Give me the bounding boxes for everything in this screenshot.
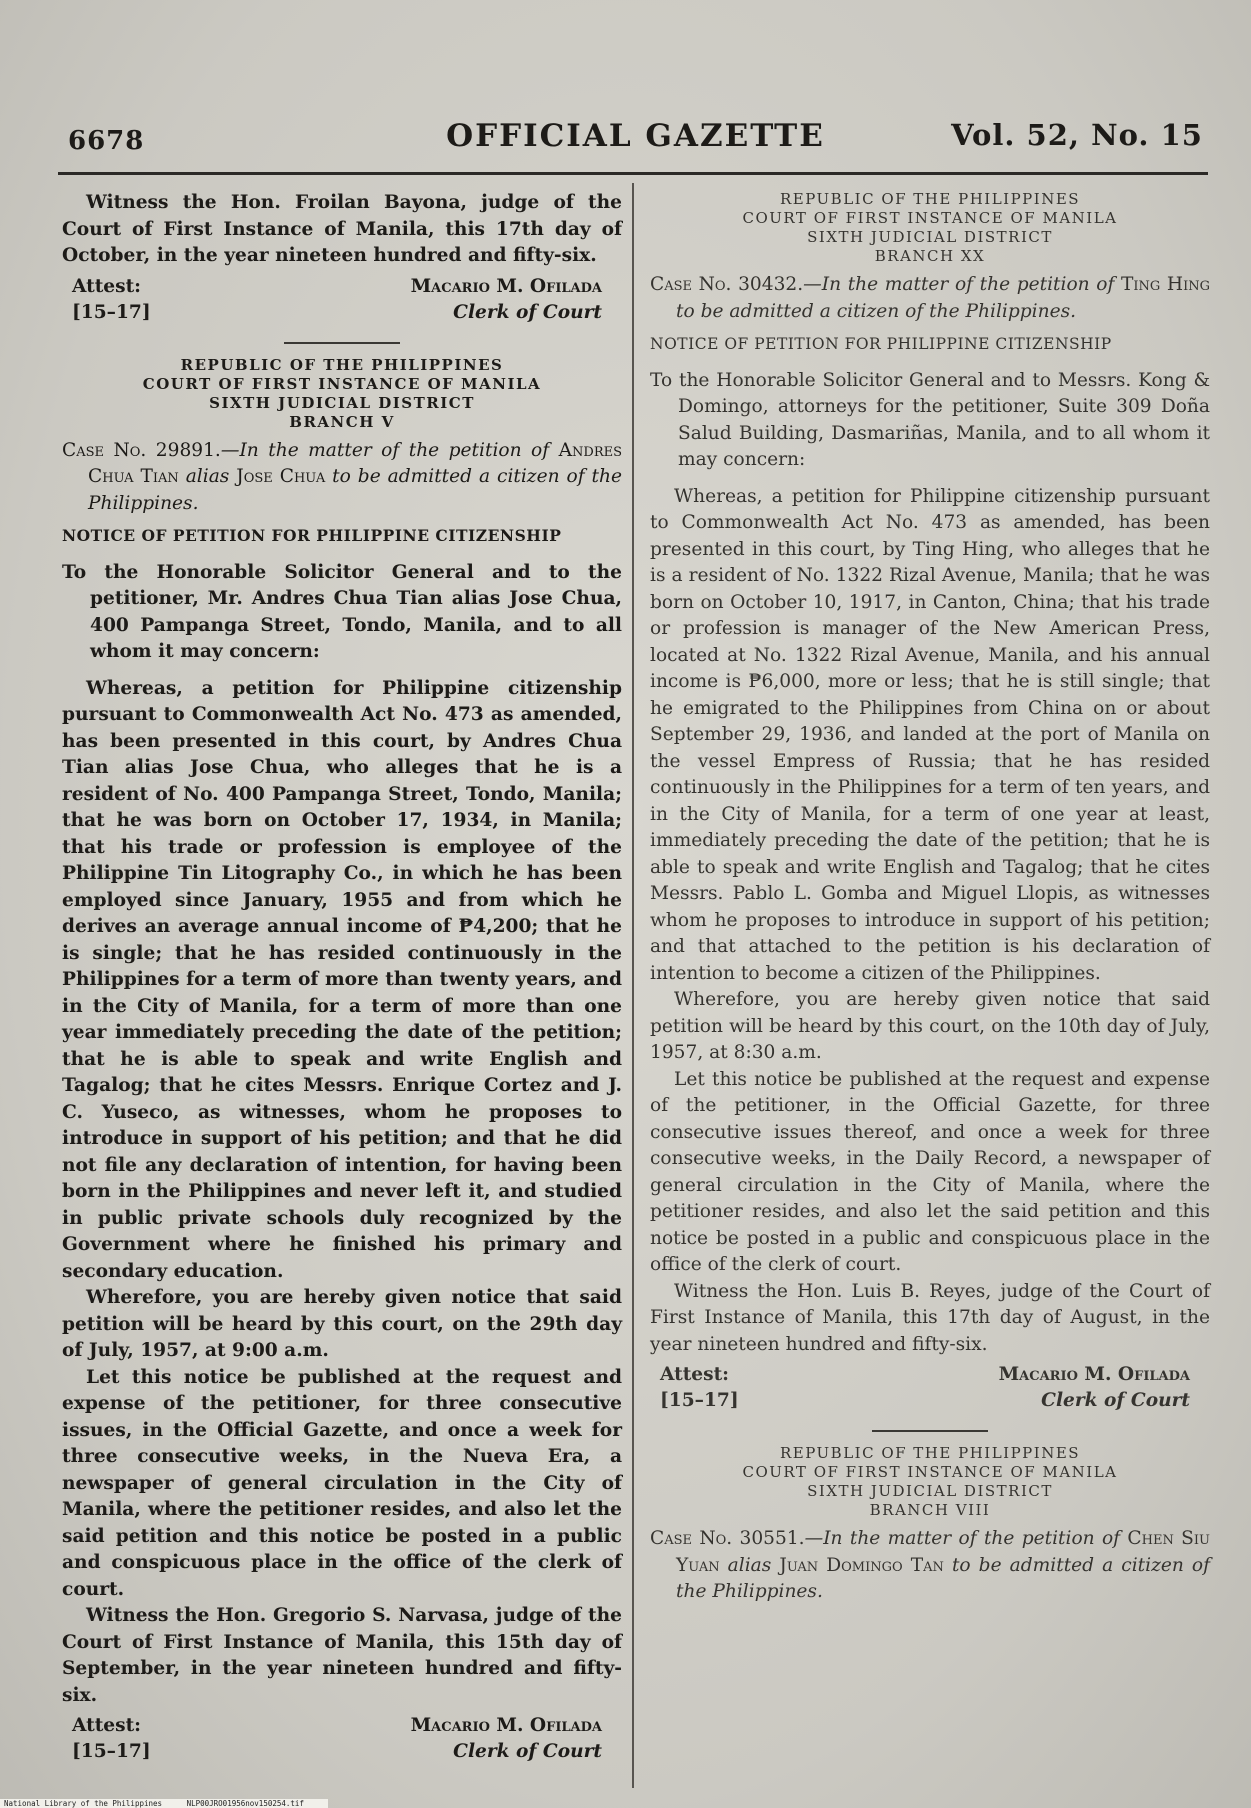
volume-number: Vol. 52, No. 15: [951, 118, 1203, 152]
address-paragraph: To the Honorable Solicitor General and to the petitioner, Mr. Andres Chua Tian alias Jose Chua, 400 Pampanga Street, Tondo, Manila, and to all whom it may concern:: [62, 561, 622, 662]
address-paragraph: To the Honorable Solicitor General and to Messrs. Kong & Domingo, attorneys for the petitioner, Suite 309 Doña Salud Building, Dasmariñas, Manila, and to all whom it may concern:: [650, 369, 1210, 470]
page-header: [68, 118, 1203, 162]
attest-block: [62, 1713, 622, 1769]
section-divider: [284, 342, 400, 344]
whereas-paragraph: Whereas, a petition for Philippine citizenship pursuant to Commonwealth Act No. 473 as amended, has been presented in this court, by Andres Chua Tian alias Jose Chua, who alleges that he is a resident of No. 400 Pampanga Street, Tondo, Manila; that he was born on October 17, 1934, in Manila; that his trade or profession is employee of the Philippine Tin Litography Co., in which he has been employed since January, 1955 and from which he derives an average annual income of ₱4,200; that he is single; that he has resided continuously in the Philippines for a term of more than twenty years, and in the City of Manila, for a term of more than one year immediately preceding the date of the petition; that he is able to speak and write English and Tagalog; that he cites Messrs. Enrique Cortez and J. C. Yuseco, as witnesses, whom he proposes to introduce in support of his petition; and that he did not file any declaration of intention, for having been born in the Philippines and never left it, and studied in public private schools duly recognized by the Government where he finished his primary and secondary education.: [62, 677, 622, 1282]
page-number: 6678: [68, 126, 145, 156]
wherefore-paragraph: Wherefore, you are hereby given notice that said petition will be heard by this court, on the 10th day of July, 1957, at 8:30 a.m.: [650, 989, 1210, 1063]
attest-block: [62, 274, 622, 330]
petitioner-name: Chen Siu Yuan: [676, 1528, 1211, 1576]
left-column: [62, 190, 622, 1769]
clerk-title: Clerk of Court: [453, 1741, 602, 1762]
case-number: Case No. 30551.: [650, 1528, 805, 1549]
petitioner-name: Ting Hing: [1120, 274, 1210, 295]
court-header-line: BRANCH VIII: [869, 1501, 991, 1519]
court-header-line: REPUBLIC OF THE PHILIPPINES: [779, 190, 1081, 208]
attest-label: Attest:: [72, 1715, 142, 1736]
clerk-title: Clerk of Court: [453, 301, 602, 323]
court-header-line: COURT OF FIRST INSTANCE OF MANILA: [142, 374, 542, 393]
clerk-name: Macario M. Ofilada: [410, 1715, 602, 1736]
court-header-line: SIXTH JUDICIAL DISTRICT: [807, 228, 1053, 246]
court-header-line: COURT OF FIRST INSTANCE OF MANILA: [742, 209, 1118, 227]
attest-label: Attest:: [72, 275, 142, 297]
court-header-line: REPUBLIC OF THE PHILIPPINES: [779, 1444, 1081, 1462]
publish-paragraph: Let this notice be published at the request and expense of the petitioner, for three consecutive issues, in the Official Gazette, and once a week for three consecutive weeks, in the Nueva Era, a newspaper of general circulation in the City of Manila, where the petitioner resides, and also let the said petition and this notice be posted in a public and conspicuous place in the office of the clerk of court.: [62, 1366, 622, 1600]
scan-footer: [0, 1799, 328, 1808]
right-column: [650, 190, 1210, 1612]
case-heading: Case No. 29891.—In the matter of the petition of Andres Chua Tian alias Jose Chua to be admitted a citizen of the Philippines.: [62, 439, 623, 514]
publish-paragraph: Let this notice be published at the request and expense of the petitioner, in the Official Gazette, for three consecutive issues thereof, and once a week for three consecutive weeks, in the Daily Record, a newspaper of general circulation in the City of Manila, where the petitioner resides, and also let the said petition and this notice be posted in a public and conspicuous place in the office of the clerk of court.: [650, 1068, 1210, 1275]
case-number: Case No. 29891.: [62, 439, 221, 461]
court-header-line: SIXTH JUDICIAL DISTRICT: [209, 393, 475, 412]
witness-paragraph-top: Witness the Hon. Froilan Bayona, judge of the Court of First Instance of Manila, this 17th day of October, in the year nineteen hundred and fifty-six.: [62, 192, 622, 266]
court-header-line: SIXTH JUDICIAL DISTRICT: [807, 1482, 1053, 1500]
court-header-line: BRANCH V: [289, 412, 395, 431]
attest-ref: [15–17]: [660, 1390, 739, 1411]
notice-title: NOTICE OF PETITION FOR PHILIPPINE CITIZENSHIP: [650, 335, 1112, 353]
notice-title: NOTICE OF PETITION FOR PHILIPPINE CITIZENSHIP: [62, 526, 562, 545]
file-label: NLP00JRO01956nov150254.tif: [186, 1799, 304, 1808]
attest-ref: [15–17]: [72, 1741, 151, 1762]
court-header-line: COURT OF FIRST INSTANCE OF MANILA: [742, 1463, 1118, 1481]
header-rule: [58, 172, 1208, 175]
column-divider: [632, 183, 634, 1788]
library-label: National Library of the Philippines: [4, 1799, 163, 1808]
clerk-name: Macario M. Ofilada: [410, 275, 602, 297]
attest-block: [650, 1362, 1210, 1418]
case-heading: Case No. 30432.—In the matter of the petition of Ting Hing to be admitted a citizen of the Philippines.: [650, 274, 1210, 322]
petitioner-name: Andres Chua Tian: [88, 439, 623, 487]
case-number: Case No. 30432.: [650, 274, 804, 295]
clerk-title: Clerk of Court: [1041, 1390, 1190, 1411]
clerk-name: Macario M. Ofilada: [998, 1364, 1190, 1385]
attest-label: Attest:: [660, 1364, 730, 1385]
court-header-line: REPUBLIC OF THE PHILIPPINES: [180, 355, 504, 374]
publication-title: OFFICIAL GAZETTE: [446, 118, 825, 154]
witness-paragraph: Witness the Hon. Gregorio S. Narvasa, judge of the Court of First Instance of Manila, this 15th day of September, in the year nineteen hundred and fifty-six.: [62, 1605, 622, 1706]
section-divider: [872, 1430, 988, 1432]
wherefore-paragraph: Wherefore, you are hereby given notice that said petition will be heard by this court, on the 29th day of July, 1957, at 9:00 a.m.: [62, 1287, 622, 1361]
petitioner-alias: Jose Chua: [236, 466, 326, 487]
whereas-paragraph: Whereas, a petition for Philippine citizenship pursuant to Commonwealth Act No. 473 as amended, has been presented in this court, by Ting Hing, who alleges that he is a resident of No. 1322 Rizal Avenue, Manila; that he was born on October 10, 1917, in Canton, China; that his trade or profession is manager of the New American Press, located at No. 1322 Rizal Avenue, Manila, and his annual income is ₱6,000, more or less; that he is still single; that he emigrated to the Philippines from China on or about September 29, 1936, and landed at the port of Manila on the vessel Empress of Russia; that he has resided continuously in the Philippines for a term of ten years, and in the City of Manila, for a term of one year at least, immediately preceding the date of the petition; that he is able to speak and write English and Tagalog; that he cites Messrs. Pablo L. Gomba and Miguel Llopis, as witnesses whom he proposes to introduce in support of his petition; and that attached to the petition is his declaration of intention to become a citizen of the Philippines.: [650, 485, 1210, 984]
witness-paragraph: Witness the Hon. Luis B. Reyes, judge of the Court of First Instance of Manila, this 17th day of August, in the year nineteen hundred and fifty-six.: [650, 1280, 1210, 1355]
court-header-line: BRANCH XX: [874, 247, 986, 265]
attest-ref: [15–17]: [72, 301, 151, 323]
case-heading: Case No. 30551.—In the matter of the petition of Chen Siu Yuan alias Juan Domingo Tan to be admitted a citizen of the Philippines.: [650, 1528, 1211, 1602]
petitioner-alias: Juan Domingo Tan: [779, 1554, 944, 1576]
